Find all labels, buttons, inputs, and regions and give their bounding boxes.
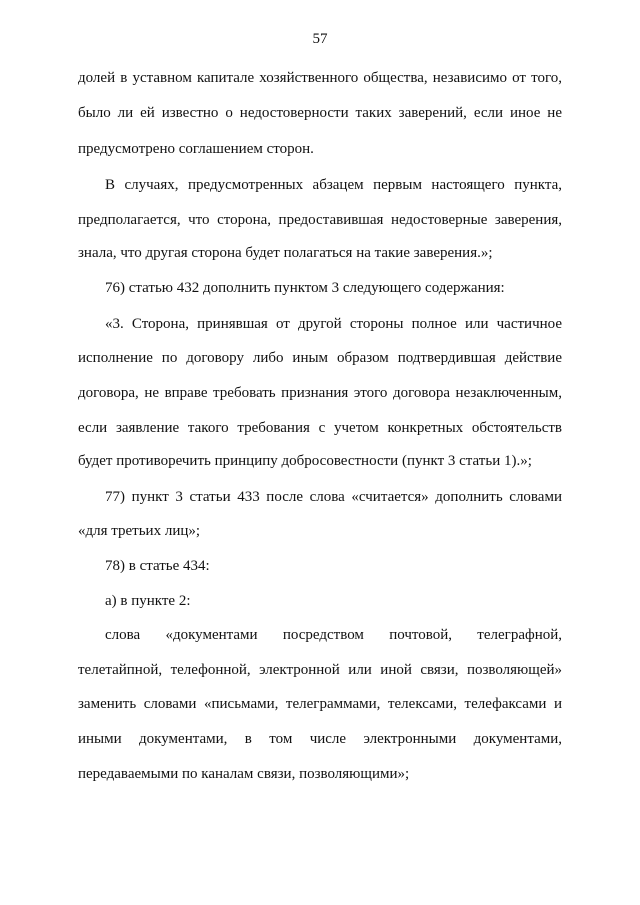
text-line: знала, что другая сторона будет полагаться на такие заверения.»;	[78, 245, 493, 261]
text-line: «3. Сторона, принявшая от другой стороны полное или частичное	[105, 316, 562, 332]
text-line: предусмотрено соглашением сторон.	[78, 141, 314, 157]
text-line: исполнение по договору либо иным образом подтвердившая действие	[78, 350, 562, 366]
text-line: «для третьих лиц»;	[78, 523, 201, 539]
page-number: 57	[312, 31, 328, 47]
text-line: долей в уставном капитале хозяйственного общества, независимо от того,	[78, 70, 562, 86]
text-line: договора, не вправе требовать признания этого договора незаключенным,	[78, 385, 562, 401]
text-line: передаваемыми по каналам связи, позволяющими»;	[78, 766, 410, 782]
text-line: В случаях, предусмотренных абзацем первым настоящего пункта,	[105, 177, 562, 193]
text-line: иными документами, в том числе электронными документами,	[78, 731, 562, 747]
text-line: слова «документами посредством почтовой, телеграфной,	[105, 627, 562, 643]
text-line: телетайпной, телефонной, электронной или иной связи, позволяющей»	[78, 662, 562, 678]
text-line: а) в пункте 2:	[105, 593, 191, 609]
text-line: 78) в статье 434:	[105, 558, 210, 574]
text-line: предполагается, что сторона, предоставившая недостоверные заверения,	[78, 212, 562, 228]
text-line: если заявление такого требования с учетом конкретных обстоятельств	[78, 420, 562, 436]
text-line: 77) пункт 3 статьи 433 после слова «считается» дополнить словами	[105, 489, 562, 505]
text-line: 76) статью 432 дополнить пунктом 3 следующего содержания:	[105, 280, 505, 296]
text-line: будет противоречить принципу добросовестности (пункт 3 статьи 1).»;	[78, 453, 532, 469]
text-line: было ли ей известно о недостоверности таких заверений, если иное не	[78, 105, 562, 121]
text-line: заменить словами «письмами, телеграммами, телексами, телефаксами и	[78, 696, 562, 712]
